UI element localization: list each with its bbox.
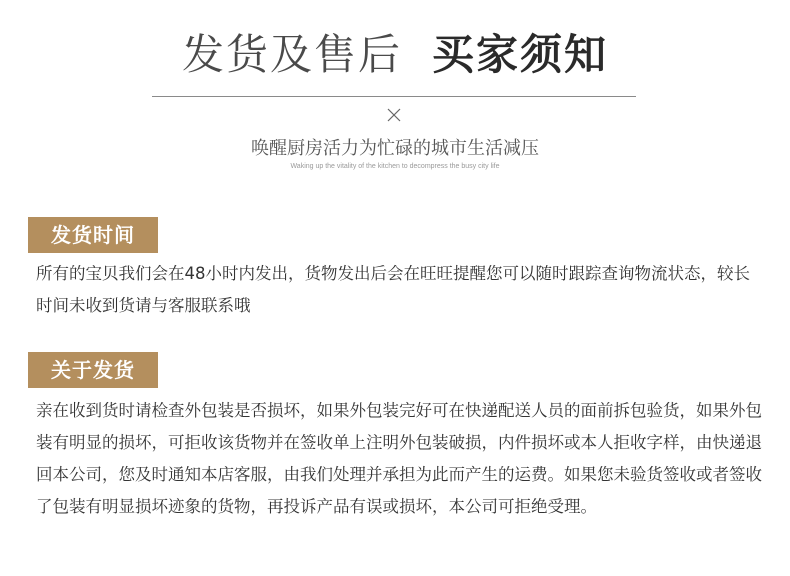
page-header [0, 22, 790, 82]
tagline-chinese: 唤醒厨房活力为忙碌的城市生活减压 [251, 138, 539, 159]
cross-icon [383, 104, 405, 126]
title-buyer-notice: 买家须知 [432, 30, 609, 79]
header-divider [152, 96, 636, 97]
section-text-shipping-time: 所有的宝贝我们会在48小时内发出，货物发出后会在旺旺提醒您可以随时跟踪查询物流状态，较长时间未收到货请与客服联系哦 [36, 264, 750, 315]
section-text-about-shipping: 亲在收到货时请检查外包装是否损坏，如果外包装完好可在快递配送人员的面前拆包验货，如果外包装有明显的损坏，可拒收该货物并在签收单上注明外包装破损，内件损坏或本人拒收字样，由快递退回本公司，您及时通知本店客服，由我们处理并承担为此而产生的运费。如果您未验货签收或者签收了包装有明显损坏迹象的货物，再投诉产品有误或损坏，本公司可拒绝受理。 [36, 401, 762, 516]
title-shipping-aftersales: 发货及售后 [181, 30, 402, 79]
section-label-about-shipping: 关于发货 [28, 352, 158, 388]
tagline-english: Waking up the vitality of the kitchen to decompress the busy city life [290, 163, 500, 170]
section-label-shipping-time: 发货时间 [28, 217, 158, 253]
